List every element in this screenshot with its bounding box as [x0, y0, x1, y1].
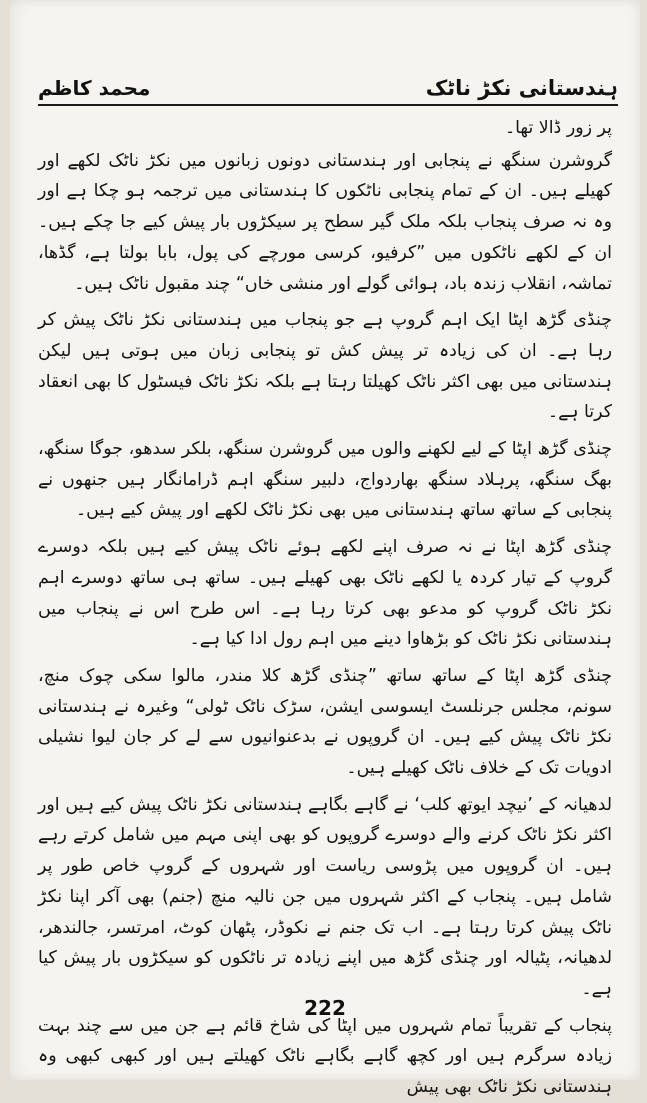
- paragraph: چنڈی گڑھ اپٹا نے نہ صرف اپنے لکھے ہوئے ناٹک پیش کیے ہیں بلکہ دوسرے گروپ کے تیار کردہ یا لکھے ناٹک بھی کھیلے ہیں۔ ساتھ ہی ساتھ دوسرے اہم نکڑ ناٹک گروپ کو مدعو بھی کرتا رہا ہے۔ اس طرح اس نے پنجاب میں ہندستانی نکڑ ناٹک کو بڑھاوا دینے میں اہم رول ادا کیا ہے۔: [38, 537, 612, 650]
- paragraph: چنڈی گڑھ اپٹا ایک اہم گروپ ہے جو پنجاب میں ہندستانی نکڑ ناٹک پیش کر رہا ہے۔ ان کی زیادہ تر پیش کش تو پنجابی زبان میں ہوتی ہیں لیکن ہندستانی میں بھی اکثر ناٹک کھیلتا رہتا ہے بلکہ نکڑ ناٹک فیسٹول کا بھی انعقاد کرتا ہے۔: [38, 310, 612, 423]
- paragraph: چنڈی گڑھ اپٹا کے ساتھ ساتھ ”چنڈی گڑھ کلا مندر، مالوا سکی چوک منچ، سونم، مجلس جرنلسٹ ایسوسی ایشن، سڑک ناٹک ٹولی“ وغیرہ نے ہندستانی نکڑ ناٹک پیش کیے ہیں۔ ان گروپوں نے بدعنوانیوں سے لے کر جان لیوا نشیلی ادویات تک کے خلاف ناٹک کھیلے ہیں۔: [38, 665, 612, 779]
- header-divider: [38, 104, 618, 106]
- book-page: [10, 0, 640, 1098]
- paragraph: پنجاب کے تقریباً تمام شہروں میں اپٹا کی شاخ قائم ہے جن میں سے چند بہت زیادہ سرگرم ہیں اور کچھ گاہے بگاہے ناٹک کھیلتے ہیں اور کبھی کبھی وہ ہندستانی نکڑ ناٹک بھی پیش: [38, 1015, 612, 1098]
- paragraph-continuation: پر زور ڈالا تھا۔: [504, 118, 612, 138]
- book-title: ہندستانی نکڑ ناٹک: [425, 76, 618, 100]
- author-name: محمد کاظم: [38, 76, 151, 100]
- running-header: [38, 66, 618, 100]
- paragraph: لدھیانہ کے ’نیچد ایوتھ کلب‘ نے گاہے بگاہے ہندستانی نکڑ ناٹک پیش کیے ہیں اور اکثر نکڑ ناٹک کرنے والے دوسرے گروپوں کو بھی اپنی مہم میں شامل کرتے رہے ہیں۔ ان گروپوں میں پڑوسی ریاست اور شہروں کے گروپ خاص طور پر شامل ہیں۔ پنجاب کے اکثر شہروں میں جن نالیہ منچ (جنم) بھی آکر اپنا نکڑ ناٹک پیش کرتا رہتا ہے۔ اب تک جنم نے نکوڈر، پٹھان کوٹ، امرتسر، جالندھر، لدھیانہ، پٹیالہ اور چنڈی گڑھ میں اپنے زیادہ تر ناٹکوں کو سیکڑوں بار پیش کیا ہے۔: [38, 794, 612, 999]
- page-number: 222: [304, 996, 346, 1020]
- paragraph: گروشرن سنگھ نے پنجابی اور ہندستانی دونوں زبانوں میں نکڑ ناٹک لکھے اور کھیلے ہیں۔ ان کے تمام پنجابی ناٹکوں کا ہندستانی میں ترجمہ ہو چکا ہے اور وہ نہ صرف پنجاب بلکہ ملک گیر سطح پر سیکڑوں بار پیش کیے جا چکے ہیں۔ ان کے لکھے ناٹکوں میں ”کرفیو، کرسی مورچے کی پول، بابا بولتا ہے، گڈھا، تماشہ، انقلاب زندہ باد، ہوائی گولے اور منشی خاں“ چند مقبول ناٹک ہیں۔: [38, 150, 612, 294]
- paragraph: چنڈی گڑھ اپٹا کے لیے لکھنے والوں میں گروشرن سنگھ، بلکر سدھو، جوگا سنگھ، بھگ سنگھ، پرہلاد سنگھ بھاردواج، دلبیر سنگھ اہم ڈرامانگار ہیں جنھوں نے پنجابی کے ساتھ ساتھ ہندستانی میں بھی نکڑ ناٹک لکھے اور پیش کیے ہیں۔: [38, 439, 612, 521]
